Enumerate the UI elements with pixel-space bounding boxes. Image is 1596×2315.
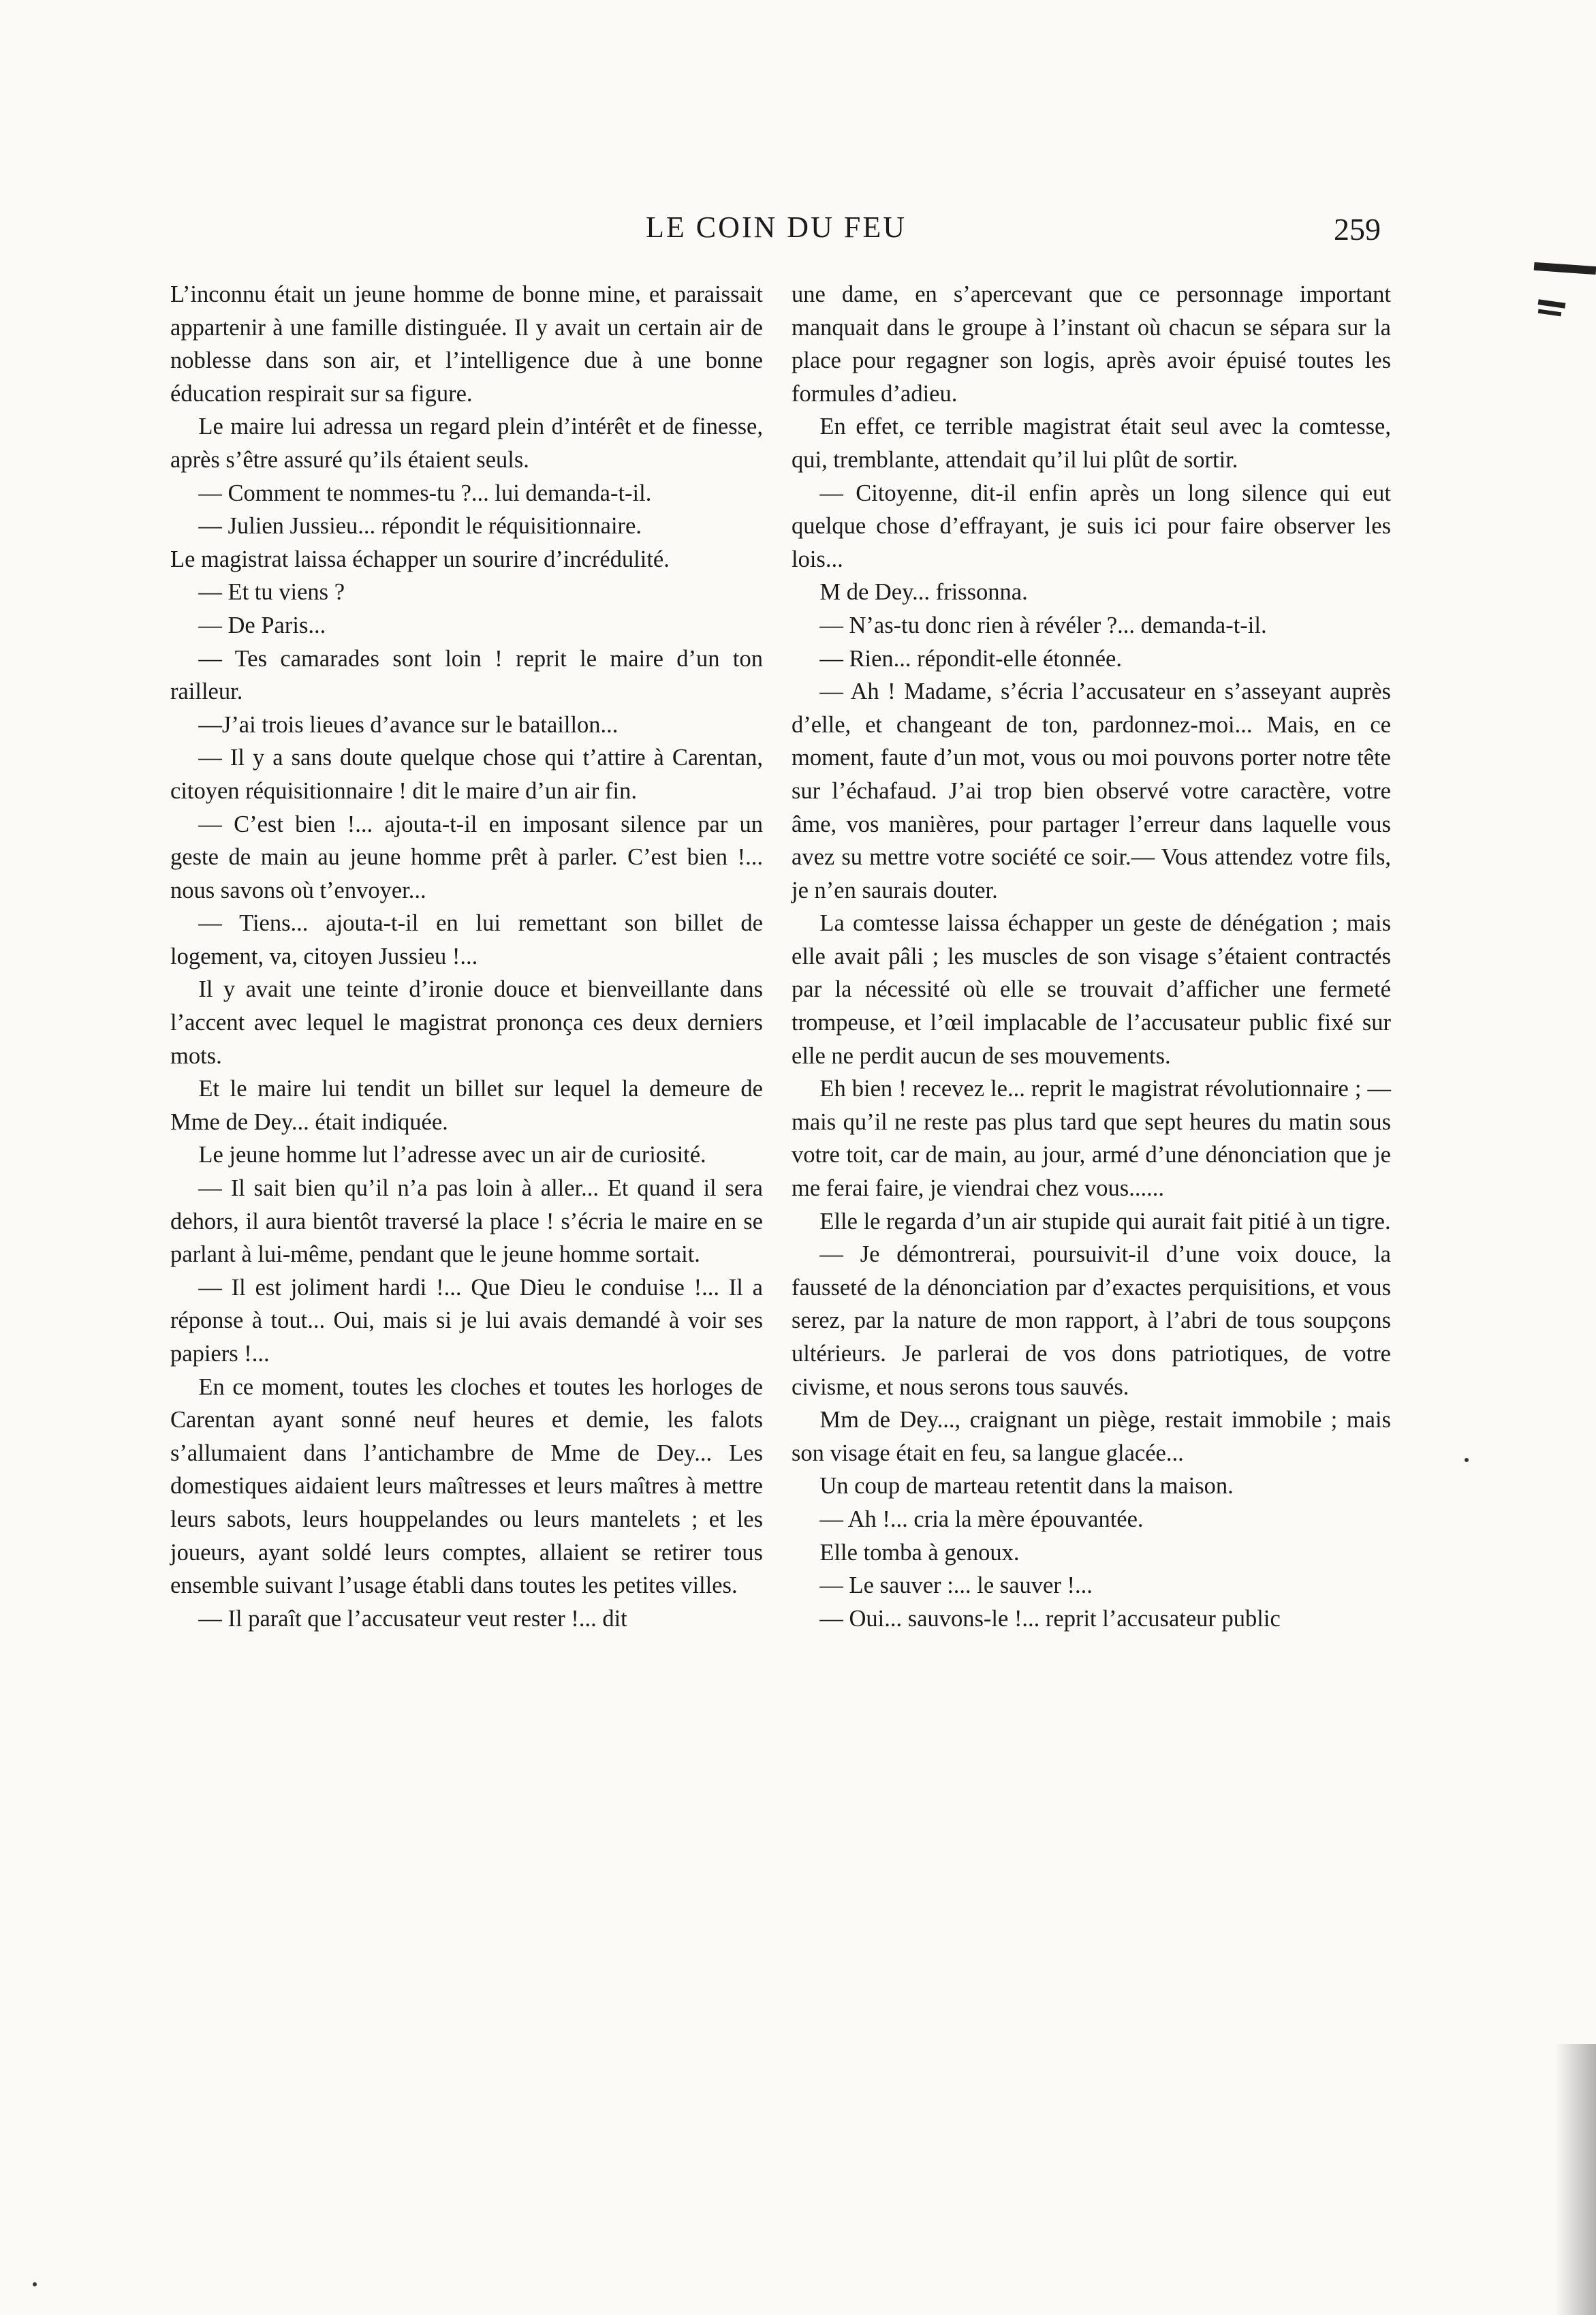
dialogue-line: — Ah ! Madame, s’écria l’accusateur en s’asseyant auprès d’elle, et changeant de ton, pardonnez-moi... Mais, en ce moment, faute d’un mot, vous ou moi pouvons porter notre tête sur l’échafaud. J’ai trop bien observé votre caractère, votre âme, vos manières, pour partager l’erreur dans laquelle vous avez su mettre votre société ce soir.— Vous attendez votre fils, je n’en saurais douter. [792, 679, 1391, 903]
margin-ink-mark [1538, 309, 1562, 317]
paragraph: Eh bien ! recevez le... reprit le magistrat révolutionnaire ; — mais qu’il ne reste pas plus tard que sept heures du matin sous votre toit, car de main, au jour, armé d’une dénonciation que je me ferai faire, je viendrai chez vous...... [792, 1076, 1391, 1202]
dialogue-line: — Je démontrerai, poursuivit-il d’une voix douce, la fausseté de la dénonciation par d’exactes perquisitions, et vous serez, par la nature de mon rapport, à l’abri de tous soupçons ultérieurs. Je parlerai de vos dons patriotiques, de votre civisme, et nous serons tous sauvés. [792, 1241, 1391, 1400]
paragraph: Mm de Dey..., craignant un piège, restait immobile ; mais son visage était en feu, sa langue glacée... [792, 1407, 1391, 1466]
dialogue-line: — Le sauver :... le sauver !... [819, 1572, 1093, 1599]
left-column [170, 278, 763, 1635]
dialogue-line: — C’est bien !... ajouta-t-il en imposant silence par un geste de main au jeune homme prêt à parler. C’est bien !... nous savons où t’envoyer... [170, 811, 763, 903]
dialogue-line: — Julien Jussieu... répondit le réquisitionnaire. [198, 513, 642, 540]
dialogue-line: — Il est joliment hardi !... Que Dieu le conduise !... Il a réponse à tout... Oui, mais si je lui avais demandé à voir ses papiers !... [170, 1274, 763, 1367]
dialogue-line: — Ah !... cria la mère épouvantée. [819, 1506, 1144, 1532]
dialogue-line: — N’as-tu donc rien à révéler ?... demanda-t-il. [819, 612, 1267, 638]
paragraph: Le magistrat laissa échapper un sourire d’incrédulité. [170, 546, 670, 572]
paragraph: En ce moment, toutes les cloches et toutes les horloges de Carentan ayant sonné neuf heures et demie, les falots s’allumaient dans l’antichambre de Mme de Dey... Les domestiques aidaient leurs maîtresses et leurs maîtres à mettre leurs sabots, leurs houppelandes ou leurs mantelets ; et les joueurs, ayant soldé leurs comptes, allaient se retirer tous ensemble suivant l’usage établi dans toutes les petites villes. [170, 1373, 763, 1599]
paragraph: L’inconnu était un jeune homme de bonne mine, et paraissait appartenir à une famille distinguée. Il y avait un certain air de noblesse dans son air, et l’intelligence due à une bonne éducation respirait sur sa figure. [170, 281, 763, 407]
dialogue-line: — Tiens... ajouta-t-il en lui remettant son billet de logement, va, citoyen Jussieu !... [170, 910, 763, 969]
ink-speck [1465, 1458, 1469, 1462]
paragraph: Il y avait une teinte d’ironie douce et bienveillante dans l’accent avec lequel le magistrat prononça ces deux derniers mots. [170, 976, 763, 1069]
paragraph: Elle tomba à genoux. [819, 1539, 1020, 1566]
margin-ink-mark [1538, 299, 1566, 308]
dialogue-line: — Et tu viens ? [198, 579, 345, 606]
page-number: 259 [1334, 212, 1381, 247]
dialogue-line: — Rien... répondit-elle étonnée. [819, 645, 1122, 672]
dialogue-line: — Citoyenne, dit-il enfin après un long silence qui eut quelque chose d’effrayant, je suis ici pour faire observer les lois... [792, 480, 1391, 572]
dialogue-line: — Comment te nommes-tu ?... lui demanda-t-il. [198, 480, 652, 506]
right-column [792, 278, 1391, 1635]
dialogue-line: —J’ai trois lieues d’avance sur le bataillon... [198, 711, 619, 738]
paragraph: une dame, en s’apercevant que ce personnage important manquait dans le groupe à l’instant où chacun se sépara sur la place pour regagner son logis, après avoir épuisé toutes les formules d’adieu. [792, 281, 1391, 407]
margin-ink-mark [1534, 262, 1596, 275]
dialogue-line: — Il paraît que l’accusateur veut rester !... dit [198, 1605, 627, 1632]
paragraph: La comtesse laissa échapper un geste de dénégation ; mais elle avait pâli ; les muscles de son visage s’étaient contractés par la nécessité où elle se trouvait d’afficher une fermeté trompeuse, et l’œil implacable de l’accusateur public fixé sur elle ne perdit aucun de ses mouvements. [792, 910, 1391, 1069]
page-edge-shadow [1555, 2044, 1596, 2315]
paragraph: Le maire lui adressa un regard plein d’intérêt et de finesse, après s’être assuré qu’ils étaient seuls. [170, 414, 763, 473]
running-title: LE COIN DU FEU [646, 211, 907, 244]
paragraph: Un coup de marteau retentit dans la maison. [819, 1473, 1234, 1500]
page-header [0, 210, 1596, 251]
paragraph: En effet, ce terrible magistrat était seul avec la comtesse, qui, tremblante, attendait qu’il lui plût de sortir. [792, 414, 1391, 473]
paragraph: M de Dey... frissonna. [819, 579, 1028, 606]
dialogue-line: — Oui... sauvons-le !... reprit l’accusateur public [819, 1605, 1281, 1632]
ink-speck [33, 2282, 37, 2286]
dialogue-line: — Tes camarades sont loin ! reprit le maire d’un ton railleur. [170, 645, 763, 705]
paragraph: Elle le regarda d’un air stupide qui aurait fait pitié à un tigre. [819, 1208, 1391, 1234]
dialogue-line: — De Paris... [198, 612, 326, 638]
dialogue-line: — Il y a sans doute quelque chose qui t’attire à Carentan, citoyen réquisitionnaire ! dit le maire d’un air fin. [170, 745, 763, 804]
paragraph: Le jeune homme lut l’adresse avec un air de curiosité. [198, 1142, 706, 1168]
paragraph: Et le maire lui tendit un billet sur lequel la demeure de Mme de Dey... était indiquée. [170, 1076, 763, 1135]
dialogue-line: — Il sait bien qu’il n’a pas loin à aller... Et quand il sera dehors, il aura bientôt traversé la place ! s’écria le maire en se parlant à lui-même, pendant que le jeune homme sortait. [170, 1175, 763, 1268]
